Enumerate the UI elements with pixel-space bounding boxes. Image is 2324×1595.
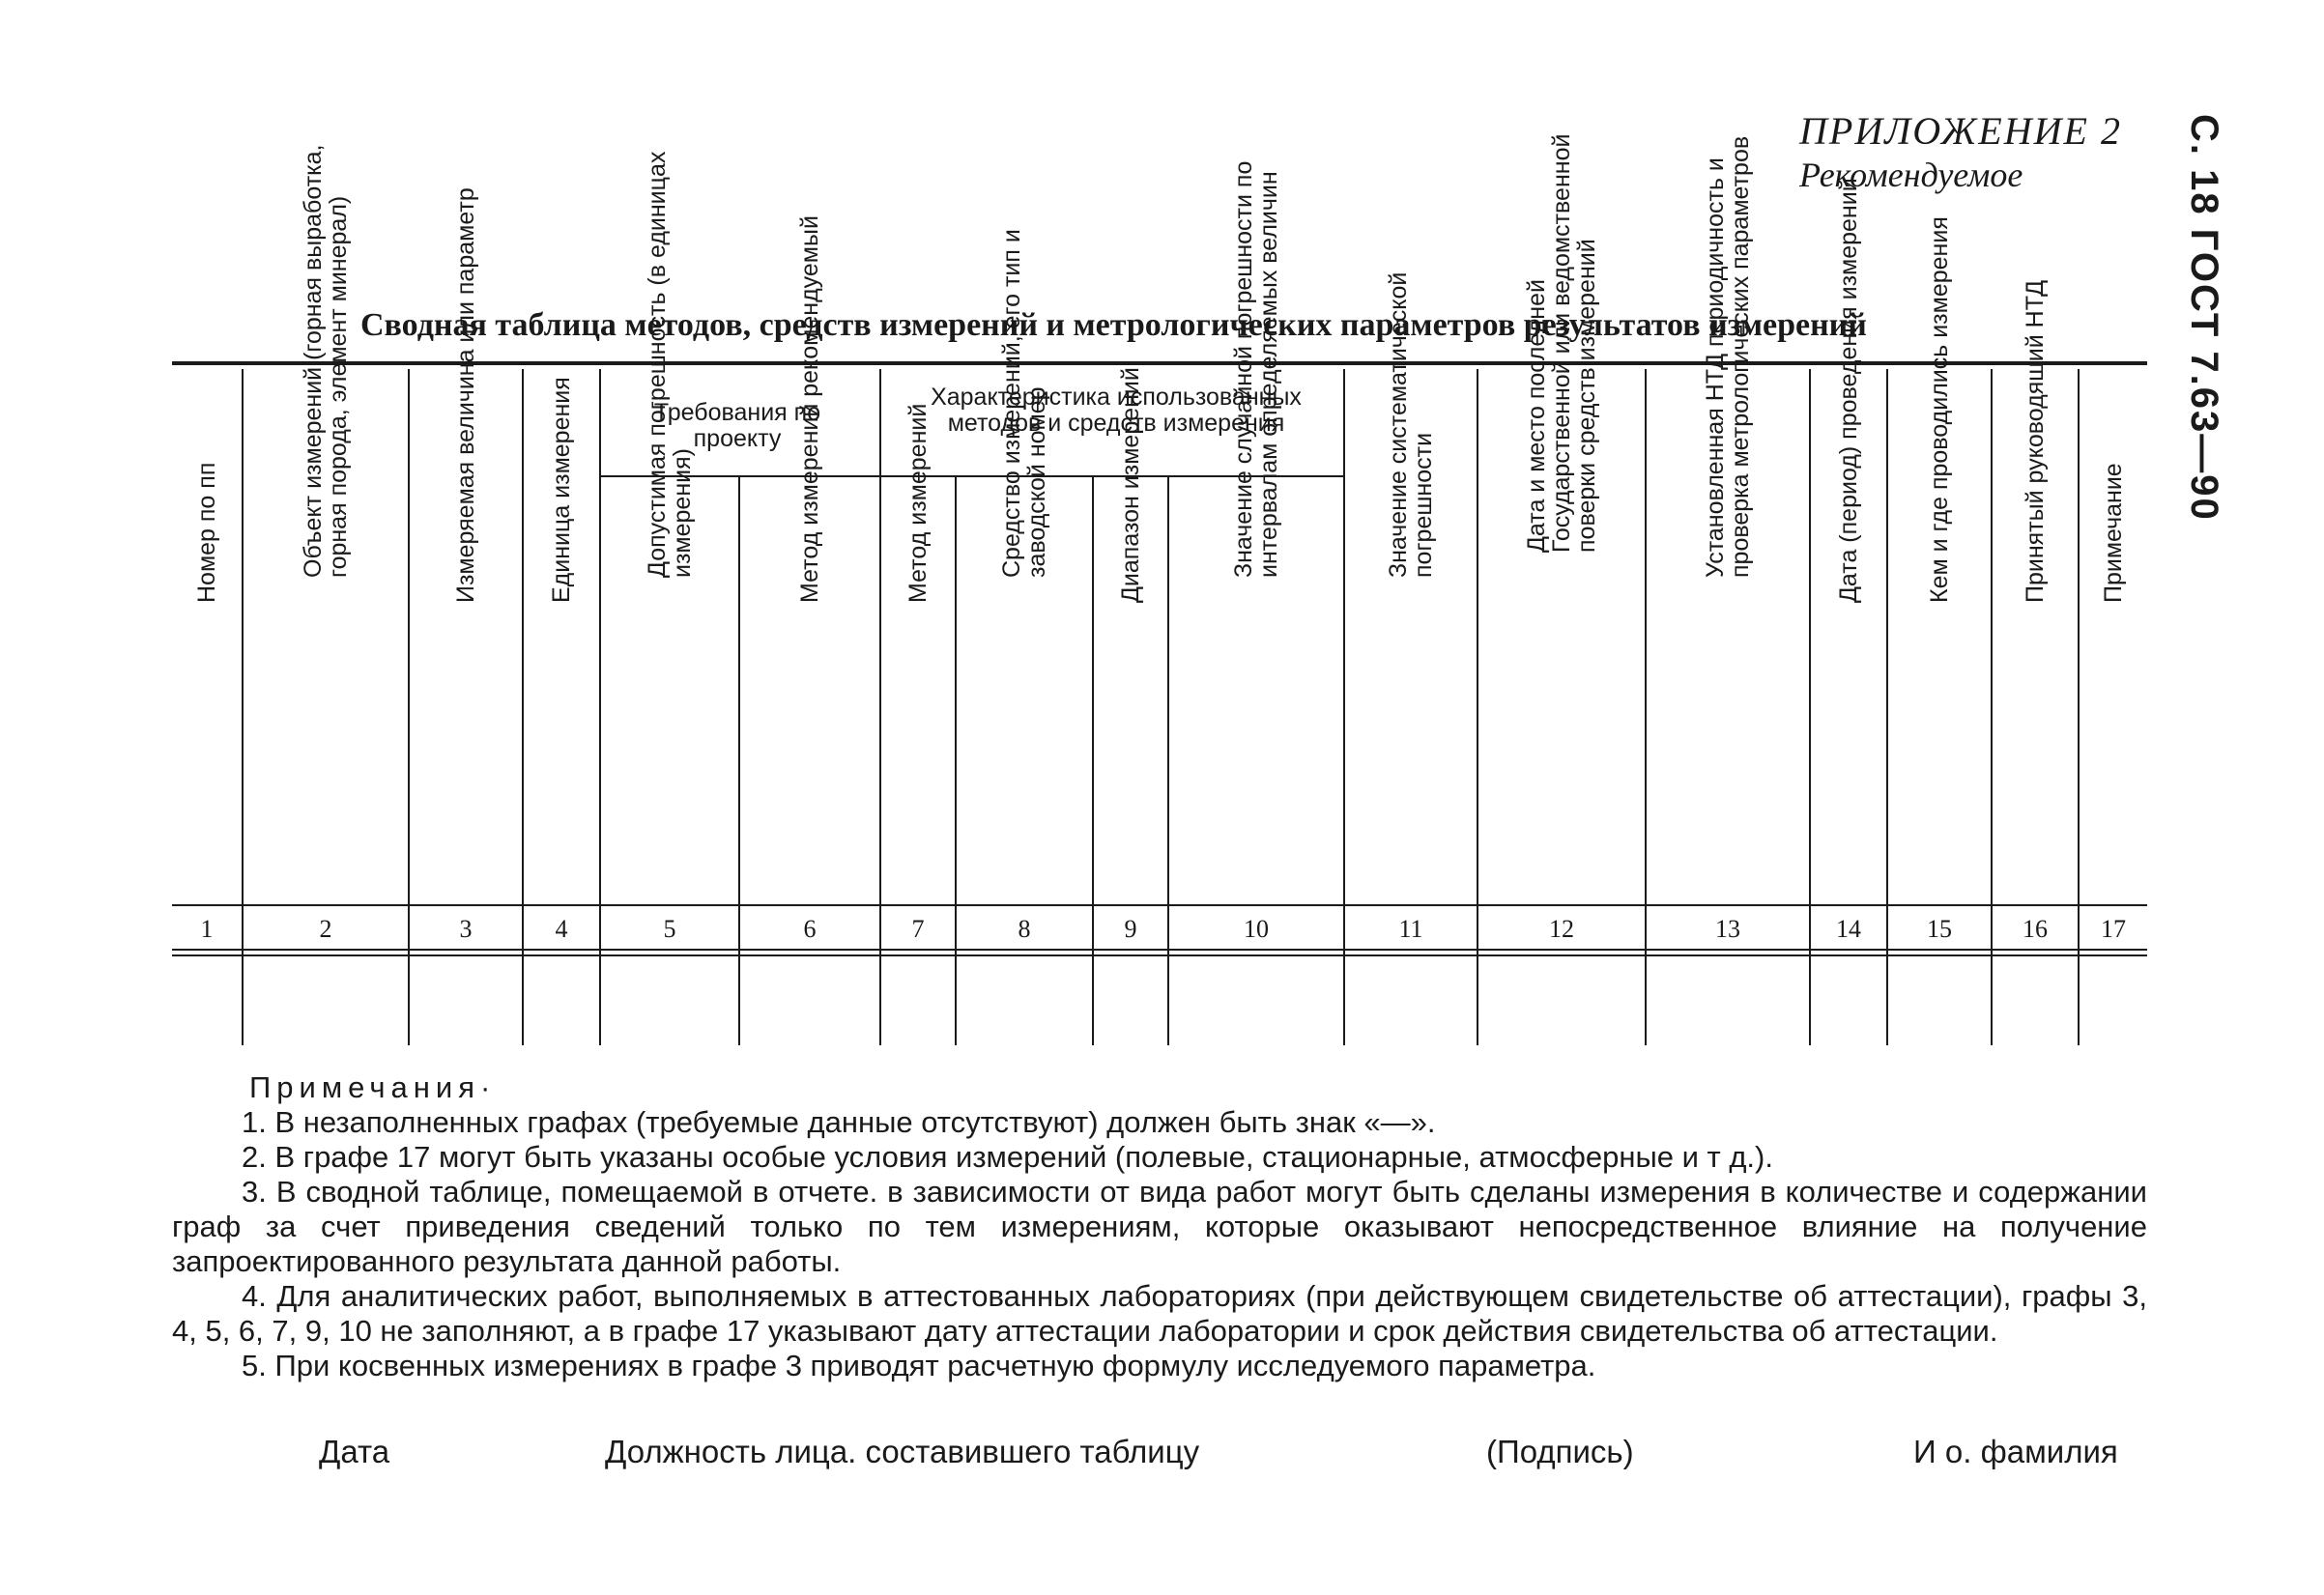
column-header: Измеряемая величина или параметр <box>452 187 479 603</box>
column-number: 5 <box>663 915 676 943</box>
column-header: Допустимая погрешность (в единицах измерения) <box>644 151 696 578</box>
signature-date: Дата <box>319 1434 390 1469</box>
page-identifier-text: С. 18 ГОСТ 7.63—90 <box>2183 114 2225 522</box>
notes-section <box>172 1070 2147 1383</box>
column-number: 3 <box>459 915 473 943</box>
column-header: Принятый руководящий НТД <box>2022 279 2049 603</box>
column-number: 12 <box>1549 915 1574 943</box>
note-item: 3. В сводной таблице, помещаемой в отчете. в зависимости от вида работ могут быть сделаны измерения в количестве и содержании граф за счет приведения сведений только по тем измерениям, которые оказывают непосредственное влияние на получение запроектированного результата данной работы. <box>172 1175 2147 1278</box>
column-numbers-rule <box>172 949 2147 951</box>
column-number: 8 <box>1018 915 1031 943</box>
signature-position: Должность лица. составившего таблицу <box>605 1434 1200 1469</box>
note-item: 1. В незаполненных графах (требуемые данные отсутствуют) должен быть знак «—». <box>242 1105 1436 1139</box>
signature-sign: (Подпись) <box>1486 1434 1634 1469</box>
appendix-title: ПРИЛОЖЕНИЕ 2 <box>1799 109 2122 153</box>
column-header: Объект измерений (горная выработка, горная порода, элемент минерал) <box>300 144 352 578</box>
column-number: 7 <box>911 915 925 943</box>
column-number: 16 <box>2023 915 2048 943</box>
group-header-characteristics: Характеристика использованных методов и средств измерения <box>931 384 1302 437</box>
appendix-subtitle: Рекомендуемое <box>1799 156 2023 194</box>
note-item: 2. В графе 17 могут быть указаны особые условия измерений (полевые, стационарные, атмосферные и т д.). <box>242 1140 1773 1174</box>
column-header: Средство измерений, его тип и заводской номер <box>998 229 1050 578</box>
column-number: 13 <box>1715 915 1740 943</box>
note-item: 4. Для аналитических работ, выполняемых в аттестованных лабораториях (при действующем свидетельстве об аттестации), графы 3, 4, 5, 6, 7, 9, 10 не заполняют, а в графе 17 указывают дату аттестации лаборатории и срок действия свидетельства об аттестации. <box>172 1279 2147 1348</box>
page-identifier <box>2183 114 2259 522</box>
note-item: 5. При косвенных измерениях в графе 3 приводят расчетную формулу исследуемого параметра. <box>242 1349 1596 1382</box>
column-header: Диапазон измерений <box>1117 367 1144 603</box>
column-header: Номер по пп <box>193 462 220 603</box>
header-bottom-rule <box>172 904 2147 906</box>
column-number: 17 <box>2101 915 2126 943</box>
notes-heading: Примечания· <box>249 1070 497 1104</box>
column-header: Единица измерения <box>548 377 575 603</box>
column-number: 10 <box>1244 915 1269 943</box>
column-number: 2 <box>319 915 332 943</box>
column-header: Метод измерений рекомендуемый <box>796 215 823 603</box>
group-header-requirements: Требования по проекту <box>653 399 821 452</box>
column-number: 11 <box>1398 915 1423 943</box>
column-header: Значение случайной погрешности по интервалам определяемых величин <box>1230 160 1282 578</box>
column-number: 4 <box>555 915 568 943</box>
column-number: 15 <box>1927 915 1952 943</box>
column-header: Дата (период) проведения измерений <box>1835 178 1862 603</box>
column-numbers-rule-double <box>172 954 2147 956</box>
column-number: 1 <box>200 915 214 943</box>
column-header: Примечание <box>2100 463 2127 603</box>
column-header: Дата и место последней Государственной или ведомственной поверки средств измерений <box>1523 133 1600 553</box>
column-header: Установленная НТД периодичность и проверка метрологических параметров <box>1702 135 1754 578</box>
table-title: Сводная таблица методов, средств измерений и метрологических параметров результатов измерений <box>360 307 1867 343</box>
signature-name: И о. фамилия <box>1913 1434 2118 1469</box>
column-number: 9 <box>1124 915 1137 943</box>
column-number: 6 <box>803 915 817 943</box>
column-number: 14 <box>1836 915 1861 943</box>
column-header: Кем и где проводились измерения <box>1926 216 1953 603</box>
column-header: Значение систематической погрешности <box>1385 271 1437 578</box>
column-header: Метод измерений <box>904 403 932 603</box>
